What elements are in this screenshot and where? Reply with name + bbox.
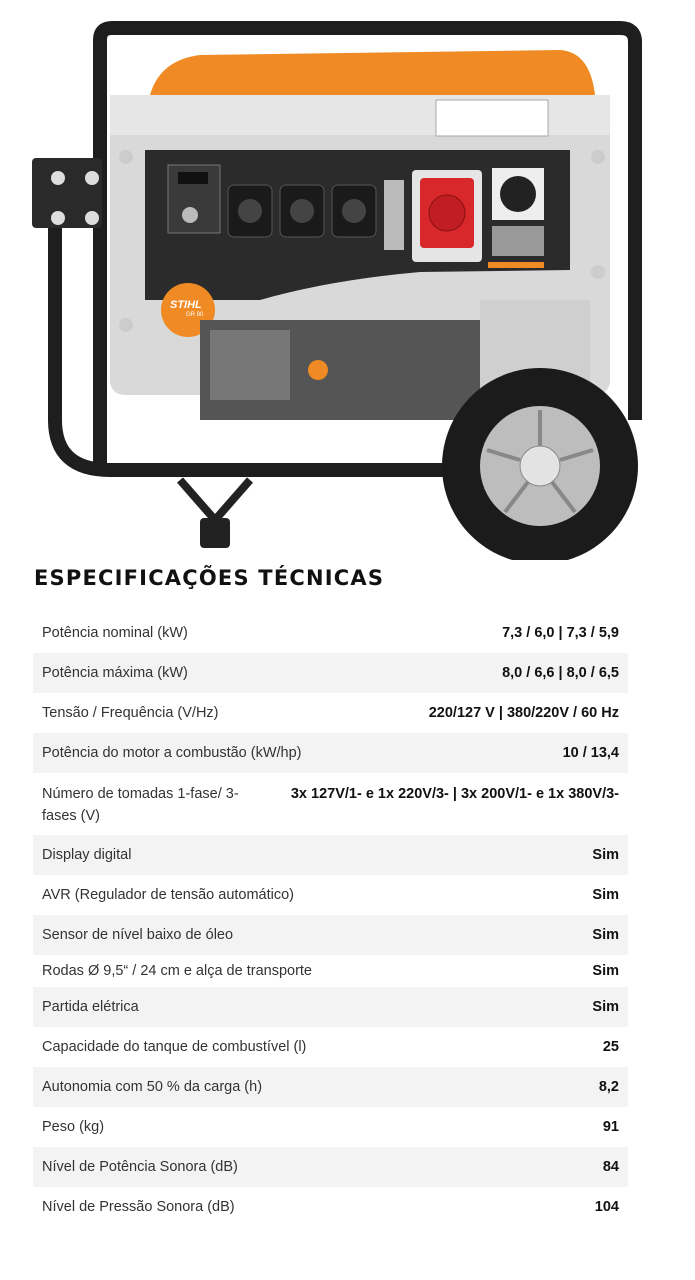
spec-value: 220/127 V | 380/220V / 60 Hz — [428, 705, 619, 721]
spec-label: Autonomia com 50 % da carga (h) — [42, 1079, 263, 1095]
product-image — [0, 0, 695, 560]
spec-row — [33, 733, 628, 773]
spec-row — [33, 693, 628, 733]
spec-row — [33, 955, 628, 987]
spec-label: Potência do motor a combustão (kW/hp) — [42, 745, 302, 761]
model-logo: GR 80 — [186, 312, 204, 318]
spec-row — [33, 1067, 628, 1107]
spec-label: Rodas Ø 9,5“ / 24 cm e alça de transporte — [42, 963, 312, 979]
specs-table — [33, 613, 628, 1227]
spec-row — [33, 915, 628, 955]
spec-value: 84 — [602, 1159, 619, 1175]
spec-value: 8,0 / 6,6 | 8,0 / 6,5 — [502, 665, 619, 681]
spec-label: Potência nominal (kW) — [42, 625, 188, 641]
spec-label: AVR (Regulador de tensão automático) — [42, 887, 295, 903]
spec-value: 8,2 — [598, 1079, 619, 1095]
brand-logo: STIHL — [170, 299, 202, 311]
spec-label: Display digital — [42, 847, 132, 863]
spec-value: 104 — [594, 1199, 619, 1215]
spec-label: Sensor de nível baixo de óleo — [42, 927, 234, 943]
spec-label: Partida elétrica — [42, 999, 139, 1015]
specs-heading: ESPECIFICAÇÕES TÉCNICAS — [34, 566, 385, 590]
spec-label: Potência máxima (kW) — [42, 665, 188, 681]
spec-label: Nível de Pressão Sonora (dB) — [42, 1199, 235, 1215]
spec-label: Peso (kg) — [42, 1119, 105, 1135]
spec-row — [33, 987, 628, 1027]
spec-label: Número de tomadas 1-fase/ 3-fases (V) — [42, 786, 239, 824]
spec-row — [33, 1107, 628, 1147]
spec-row — [33, 875, 628, 915]
spec-value: 91 — [602, 1119, 619, 1135]
spec-label: Nível de Potência Sonora (dB) — [42, 1159, 238, 1175]
spec-value: Sim — [592, 999, 619, 1015]
spec-value: Sim — [592, 963, 619, 979]
spec-row — [33, 835, 628, 875]
spec-value: Sim — [592, 887, 619, 903]
spec-value: 3x 127V/1- e 1x 220V/3- | 3x 200V/1- e 1x 380V/3- — [290, 786, 619, 802]
spec-value: Sim — [592, 927, 619, 943]
spec-row — [33, 613, 628, 653]
spec-row — [33, 773, 628, 835]
spec-label: Tensão / Frequência (V/Hz) — [42, 705, 219, 721]
spec-value: Sim — [592, 847, 619, 863]
spec-value: 7,3 / 6,0 | 7,3 / 5,9 — [502, 625, 619, 641]
spec-row — [33, 1027, 628, 1067]
spec-row — [33, 653, 628, 693]
spec-row — [33, 1187, 628, 1227]
spec-value: 25 — [602, 1039, 619, 1055]
spec-row — [33, 1147, 628, 1187]
spec-value: 10 / 13,4 — [562, 745, 619, 761]
spec-label: Capacidade do tanque de combustível (l) — [42, 1039, 307, 1055]
